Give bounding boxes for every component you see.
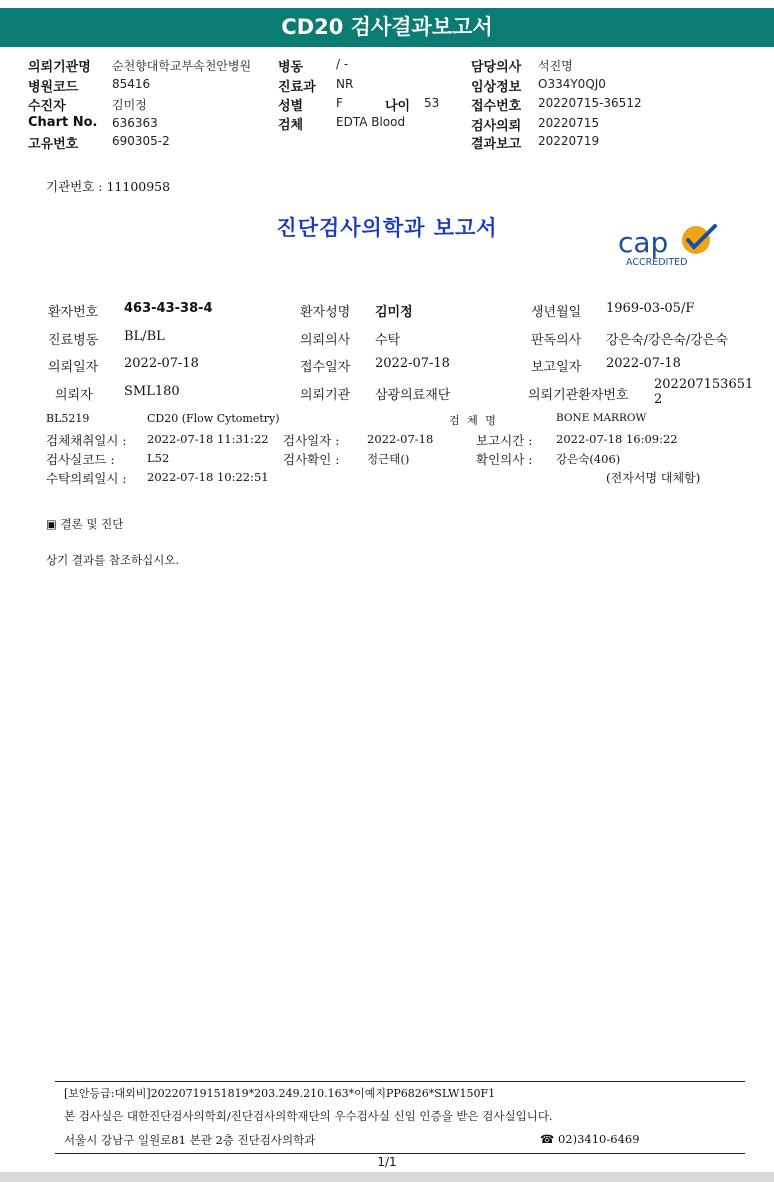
receipt-label: 접수번호 — [471, 99, 522, 114]
test-confirm-value: 정근태() — [367, 452, 410, 466]
chart-label: Chart No. — [28, 115, 98, 130]
receipt-date-label: 접수일자 — [300, 360, 351, 375]
cap-brand-text: cap — [618, 226, 669, 259]
test-name: CD20 (Flow Cytometry) — [147, 412, 280, 425]
result-report-value: 20220719 — [538, 134, 600, 148]
hospital-code-label: 병원코드 — [28, 80, 79, 95]
patient-name-label: 환자성명 — [300, 305, 351, 320]
viewer-bottom-bar — [0, 1172, 774, 1182]
result-heading: ▣ 결론 및 진단 — [46, 517, 124, 531]
hospital-value: 순천향대학교부속천안병원 — [112, 59, 252, 73]
phone-number: ☎ 02)3410-6469 — [540, 1132, 640, 1146]
org-patient-no-label: 의뢰기관환자번호 — [528, 388, 629, 403]
report-date-label: 보고일자 — [531, 360, 582, 375]
request-date-value: 2022-07-18 — [124, 356, 199, 371]
patient-label: 수진자 — [28, 99, 66, 114]
cap-accredited-text: ACCREDITED — [626, 257, 688, 268]
patient-no-value: 463-43-38-4 — [124, 301, 213, 316]
specimen-value: EDTA Blood — [336, 115, 406, 129]
patient-no-label: 환자번호 — [48, 305, 99, 320]
requesting-doctor-label: 의뢰의사 — [300, 333, 351, 348]
entrust-value: 2022-07-18 10:22:51 — [147, 470, 269, 484]
request-value: 20220715 — [538, 116, 600, 130]
report-title-bar: CD20 검사결과보고서 — [0, 8, 774, 47]
birth-value: 1969-03-05/F — [606, 301, 695, 316]
lab-code-label: 검사실코드 : — [46, 452, 115, 467]
institution-number: 기관번호 : 11100958 — [46, 179, 171, 194]
unique-label: 고유번호 — [28, 137, 79, 152]
patient-name-value: 김미정 — [375, 305, 413, 320]
address-line: 서울시 강남구 일원로81 본관 2층 진단검사의학과 — [64, 1133, 316, 1147]
age-value: 53 — [424, 96, 440, 110]
cap-accredited-logo — [618, 220, 722, 270]
clinical-value: O334Y0QJ0 — [538, 77, 606, 91]
requester-label: 의뢰자 — [55, 388, 93, 403]
report-time-label: 보고시간 : — [476, 433, 533, 448]
collect-label: 검체채취일시 : — [46, 433, 127, 448]
request-date-label: 의뢰일자 — [48, 360, 99, 375]
collect-value: 2022-07-18 11:31:22 — [147, 432, 269, 446]
report-time-value: 2022-07-18 16:09:22 — [556, 432, 678, 446]
footer-bottom-rule — [55, 1153, 745, 1154]
page-number: 1/1 — [377, 1155, 397, 1169]
requester-value: SML180 — [124, 384, 180, 399]
report-date-value: 2022-07-18 — [606, 356, 681, 371]
org-patient-no-value-cont: 2 — [654, 392, 663, 407]
chart-value: 636363 — [112, 116, 158, 130]
ward-label: 병동 — [278, 60, 304, 75]
dept-value: NR — [336, 77, 354, 91]
esign-note: (전자서명 대체함) — [606, 471, 701, 485]
specimen-label: 검체 — [278, 118, 304, 133]
security-line: [보안등급:대외비]20220719151819*203.249.210.163*이예지PP6826*SLW150F1 — [64, 1087, 496, 1100]
ward-value-2: BL/BL — [124, 329, 165, 344]
reading-doctor-label: 판독의사 — [531, 333, 582, 348]
requesting-org-label: 의뢰기관 — [300, 388, 351, 403]
ward-label-2: 진료병동 — [48, 333, 99, 348]
patient-value: 김미정 — [112, 98, 147, 112]
sex-label: 성별 — [278, 99, 304, 114]
test-date-label: 검사일자 : — [283, 433, 340, 448]
dept-label: 진료과 — [278, 80, 316, 95]
test-confirm-label: 검사확인 : — [283, 452, 340, 467]
hospital-label: 의뢰기관명 — [28, 60, 91, 75]
entrust-label: 수탁의뢰일시 : — [46, 471, 127, 486]
request-label: 검사의뢰 — [471, 119, 522, 134]
ward-value: / - — [336, 57, 349, 71]
requesting-doctor-value: 수탁 — [375, 333, 401, 348]
report-heading: 진단검사의학과 보고서 — [276, 215, 498, 240]
unique-value: 690305-2 — [112, 134, 170, 148]
birth-label: 생년월일 — [531, 305, 582, 320]
specimen-name-value: BONE MARROW — [556, 412, 647, 424]
result-report-label: 결과보고 — [471, 137, 522, 152]
reading-doctor-value: 강은숙/강은숙/강은숙 — [606, 333, 728, 348]
lab-code-value: L52 — [147, 451, 170, 465]
receipt-value: 20220715-36512 — [538, 96, 642, 110]
specimen-name-label: 검 체 명 — [449, 414, 498, 427]
confirm-doctor-label: 확인의사 : — [476, 452, 533, 467]
doctor-label: 담당의사 — [471, 60, 522, 75]
sex-value: F — [336, 96, 343, 110]
certification-line: 본 검사실은 대한진단검사의학회/진단검사의학재단의 우수검사실 신임 인증을 받은 검사실입니다. — [64, 1109, 553, 1123]
confirm-doctor-value: 강은숙(406) — [556, 452, 621, 466]
receipt-date-value: 2022-07-18 — [375, 356, 450, 371]
age-label: 나이 — [385, 99, 411, 114]
test-date-value: 2022-07-18 — [367, 432, 434, 446]
requesting-org-value: 삼광의료재단 — [375, 388, 451, 403]
cap-logo-icon — [618, 220, 722, 270]
hospital-code-value: 85416 — [112, 77, 151, 91]
test-code: BL5219 — [46, 412, 90, 425]
doctor-value: 석진명 — [538, 59, 573, 73]
clinical-label: 임상정보 — [471, 80, 522, 95]
org-patient-no-value: 202207153651 — [654, 377, 754, 392]
footer-top-rule — [55, 1081, 745, 1082]
result-text: 상기 결과를 참조하십시오. — [46, 553, 180, 567]
